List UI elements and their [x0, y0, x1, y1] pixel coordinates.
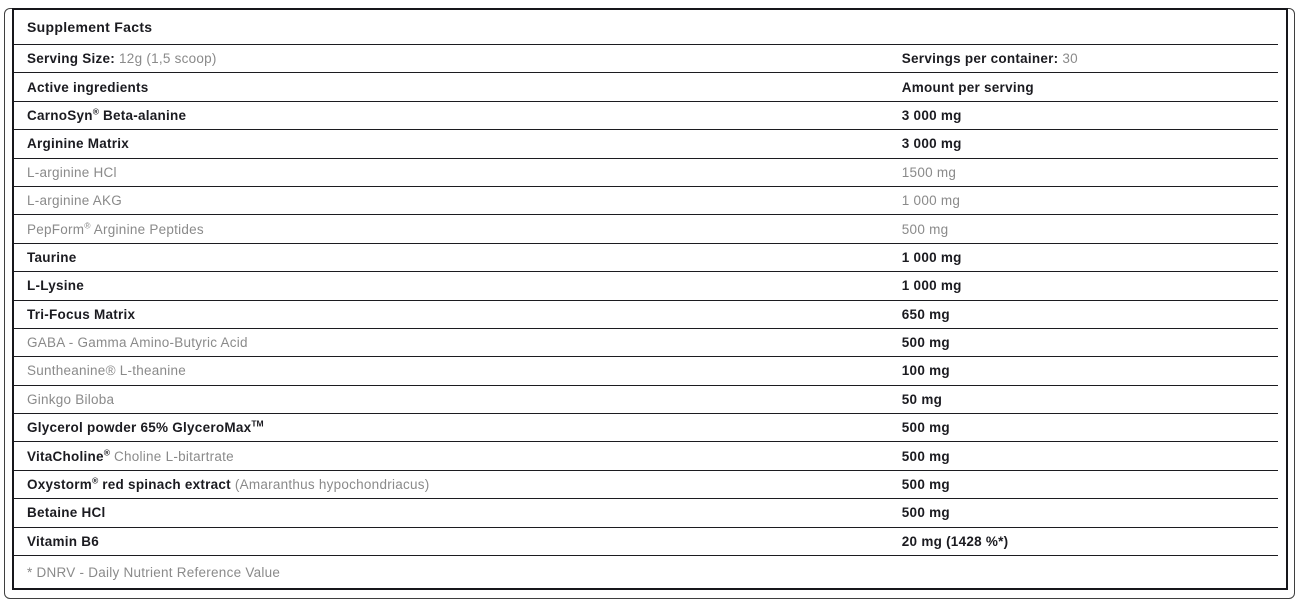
- sub-ingredient-amount: 1 000 mg: [901, 193, 961, 209]
- ingredient-name: Taurine: [27, 249, 77, 265]
- row-l-arginine-hcl: [14, 159, 1278, 187]
- sub-ingredient-name: Ginkgo Biloba: [27, 391, 115, 407]
- row-vitamin-b6: [14, 528, 1278, 556]
- ingredient-name: VitaCholine® Choline L-bitartrate: [27, 448, 234, 464]
- column-header-amount: Amount per serving: [901, 79, 1034, 95]
- sub-ingredient-amount: 500 mg: [901, 221, 949, 237]
- ingredient-amount: 500 mg: [901, 477, 950, 493]
- ingredient-amount: 3 000 mg: [901, 107, 962, 123]
- sub-ingredient-amount: 500 mg: [901, 335, 950, 351]
- registered-mark: ®: [84, 221, 91, 231]
- row-tri-focus-matrix: [14, 301, 1278, 329]
- ingredient-amount: 500 mg: [901, 505, 950, 521]
- ingredient-amount: 1 000 mg: [901, 278, 962, 294]
- ingredient-name: Tri-Focus Matrix: [27, 306, 136, 322]
- ingredient-amount: 500 mg: [901, 420, 950, 436]
- column-header-row: [14, 73, 1278, 101]
- trademark-mark: TM: [251, 420, 264, 429]
- sub-ingredient-name: PepForm® Arginine Peptides: [27, 221, 204, 237]
- supplement-facts-table: [12, 8, 1288, 590]
- row-l-arginine-akg: [14, 187, 1278, 215]
- row-arginine-matrix: [14, 130, 1278, 158]
- registered-mark: ®: [92, 477, 99, 486]
- row-ginkgo-biloba: [14, 386, 1278, 414]
- row-l-lysine: [14, 272, 1278, 300]
- servings-per-container-value: 30: [1062, 51, 1078, 67]
- sub-ingredient-amount: 100 mg: [901, 363, 950, 379]
- ingredient-amount: 500 mg: [901, 448, 950, 464]
- ingredient-name: Betaine HCl: [27, 505, 106, 521]
- row-carnosyn-beta-alanine: [14, 102, 1278, 130]
- row-oxystorm-red-spinach: [14, 471, 1278, 499]
- ingredient-amount: 1 000 mg: [901, 249, 962, 265]
- sub-ingredient-name: L-arginine HCl: [27, 164, 117, 180]
- servings-per-container: [899, 51, 1278, 66]
- row-taurine: [14, 244, 1278, 272]
- registered-mark: ®: [92, 107, 100, 117]
- sub-ingredient-amount: 1500 mg: [901, 164, 957, 180]
- ingredient-name: L-Lysine: [27, 278, 85, 294]
- serving-size-label: Serving Size:: [27, 51, 116, 67]
- page-frame: [4, 8, 1295, 599]
- table-title: Supplement Facts: [27, 19, 153, 35]
- registered-mark: ®: [103, 448, 111, 458]
- sub-ingredient-name: L-arginine AKG: [27, 193, 123, 209]
- ingredient-name: Oxystorm® red spinach extract (Amaranthus hypochondriacus): [27, 477, 430, 493]
- servings-per-container-label: Servings per container:: [901, 51, 1059, 67]
- sub-ingredient-name: GABA - Gamma Amino-Butyric Acid: [27, 335, 248, 351]
- row-pepform-arginine-peptides: [14, 215, 1278, 243]
- row-gaba: [14, 329, 1278, 357]
- row-betaine-hcl: [14, 499, 1278, 527]
- footnote-row: [14, 556, 1278, 588]
- ingredient-name: CarnoSyn® Beta-alanine: [27, 107, 187, 123]
- ingredient-name: Glycerol powder 65% GlyceroMax™: [27, 420, 264, 436]
- ingredient-amount: 20 mg (1428 %*): [901, 533, 1009, 549]
- sub-ingredient-amount: 50 mg: [901, 391, 943, 407]
- serving-row: [14, 45, 1278, 73]
- ingredient-amount: 650 mg: [901, 306, 950, 322]
- serving-size: [14, 51, 899, 66]
- ingredient-name: Arginine Matrix: [27, 136, 130, 152]
- serving-size-value: 12g (1,5 scoop): [119, 51, 217, 67]
- table-title-row: [14, 10, 1278, 45]
- row-glycerol-glyceromax: [14, 414, 1278, 442]
- sub-ingredient-name: Suntheanine® L-theanine: [27, 363, 187, 379]
- ingredient-name: Vitamin B6: [27, 533, 100, 549]
- row-suntheanine-l-theanine: [14, 357, 1278, 385]
- column-header-ingredients: Active ingredients: [27, 79, 149, 95]
- row-vitacholine: [14, 442, 1278, 470]
- ingredient-amount: 3 000 mg: [901, 136, 962, 152]
- footnote: * DNRV - Daily Nutrient Reference Value: [27, 564, 281, 580]
